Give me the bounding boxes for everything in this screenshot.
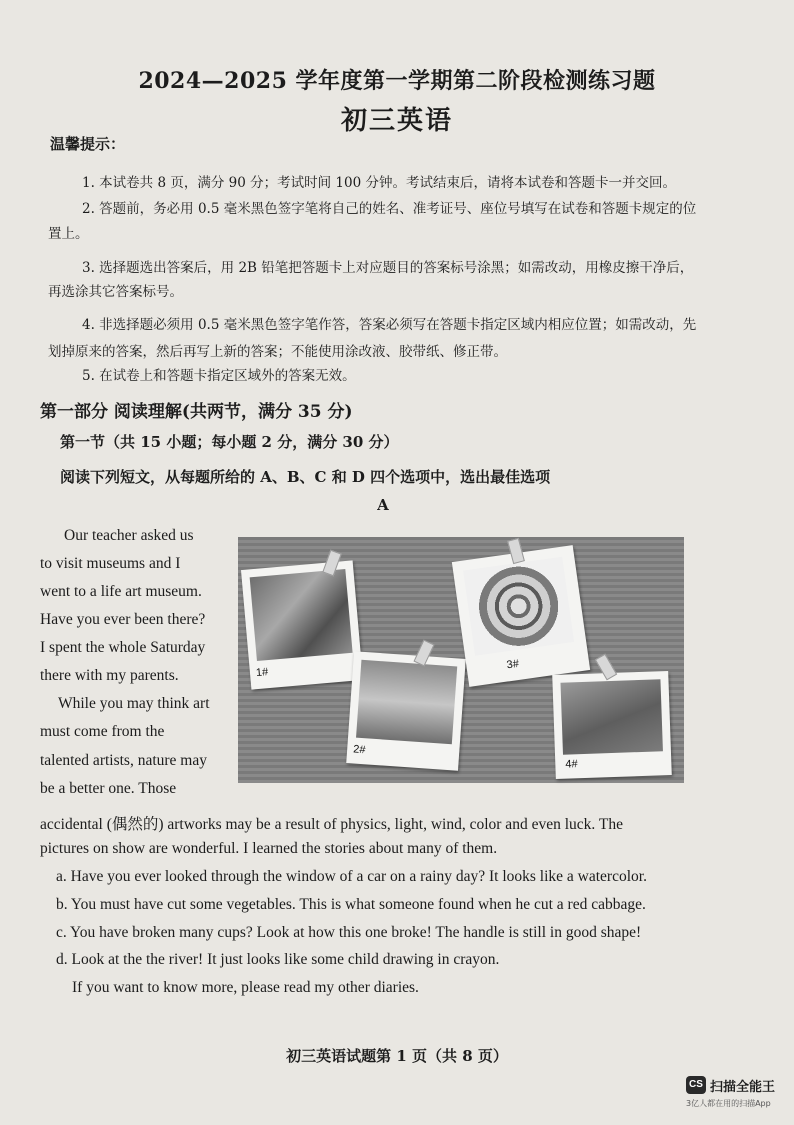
photo-card [241,560,363,689]
passage-line: pictures on show are wonderful. I learned the stories about many of them. [40,840,498,857]
photo-label: 1# [255,666,269,680]
passage-item: d. Look at the the river! It just looks like some child drawing in crayon. [56,951,500,968]
photo-label: 2# [352,743,366,757]
passage-item: b. You must have cut some vegetables. This is what someone found when he cut a red cabbage. [56,896,646,913]
passage-line: to visit museums and I [40,555,181,572]
tips-heading: 温馨提示： [50,135,126,153]
exam-title: 2024—2025 学年度第一学期第二阶段检测练习题 [138,68,656,94]
tip-line: 置上。 [48,226,89,242]
section-heading: 第一节（共 15 小题；每小题 2 分，满分 30 分） [60,433,399,451]
tip-line: 1. 本试卷共 8 页，满分 90 分；考试时间 100 分钟。考试结束后，请将本试卷和答题卡一并交回。 [82,175,676,191]
photo-card [346,651,466,771]
tip-line: 2. 答题前，务必用 0.5 毫米黑色签字笔将自己的姓名、准考证号、座位号填写在试卷和答题卡规定的位 [82,201,697,217]
tip-line: 再选涂其它答案标号。 [48,284,183,300]
page-footer: 初三英语试题第 1 页（共 8 页） [286,1047,508,1065]
instruction: 阅读下列短文，从每题所给的 A、B、C 和 D 四个选项中，选出最佳选项 [60,468,551,486]
part-heading: 第一部分 阅读理解(共两节，满分 35 分) [40,402,353,422]
passage-line: talented artists, nature may [40,752,207,769]
passage-line: While you may think art [58,695,210,712]
photo-label: 3# [505,657,520,672]
passage-label: A [377,496,389,514]
scanner-name: 扫描全能王 [710,1080,776,1095]
passage-line: Our teacher asked us [64,527,194,544]
photo-image [560,679,662,754]
photo-card [552,671,672,779]
passage-closing: If you want to know more, please read my other diaries. [72,979,419,996]
photo-image [463,557,574,656]
passage-line: accidental (偶然的) artworks may be a result of physics, light, wind, color and even luck. The [40,816,623,833]
passage-line: I spent the whole Saturday [40,639,206,656]
subject-title: 初三英语 [340,106,453,136]
scanner-tagline: 3亿人都在用的扫描App [686,1099,771,1108]
passage-line: be a better one. Those [40,780,177,797]
passage-item: c. You have broken many cups? Look at how this one broke! The handle is still in good shape! [56,924,642,941]
passage-line: must come from the [40,723,165,740]
tip-line: 4. 非选择题必须用 0.5 毫米黑色签字笔作答，答案必须写在答题卡指定区域内相应位置；如需改动，先 [82,317,697,333]
camscanner-logo-icon: CS [686,1076,706,1094]
passage-line: Have you ever been there? [40,611,206,628]
photo-label: 4# [565,758,578,771]
photo-board [238,537,684,783]
passage-line: went to a life art museum. [40,583,202,600]
passage-line: there with my parents. [40,667,179,684]
tip-line: 划掉原来的答案，然后再写上新的答案；不能使用涂改液、胶带纸、修正带。 [48,344,507,360]
photo-card [452,545,590,687]
tip-line: 5. 在试卷上和答题卡指定区域外的答案无效。 [82,368,356,384]
photo-image [250,569,353,661]
tip-line: 3. 选择题选出答案后，用 2B 铅笔把答题卡上对应题目的答案标号涂黑；如需改动，用橡皮擦干净后， [82,260,694,276]
passage-item: a. Have you ever looked through the window of a car on a rainy day? It looks like a watercolor. [56,868,647,885]
photo-image [356,660,457,745]
